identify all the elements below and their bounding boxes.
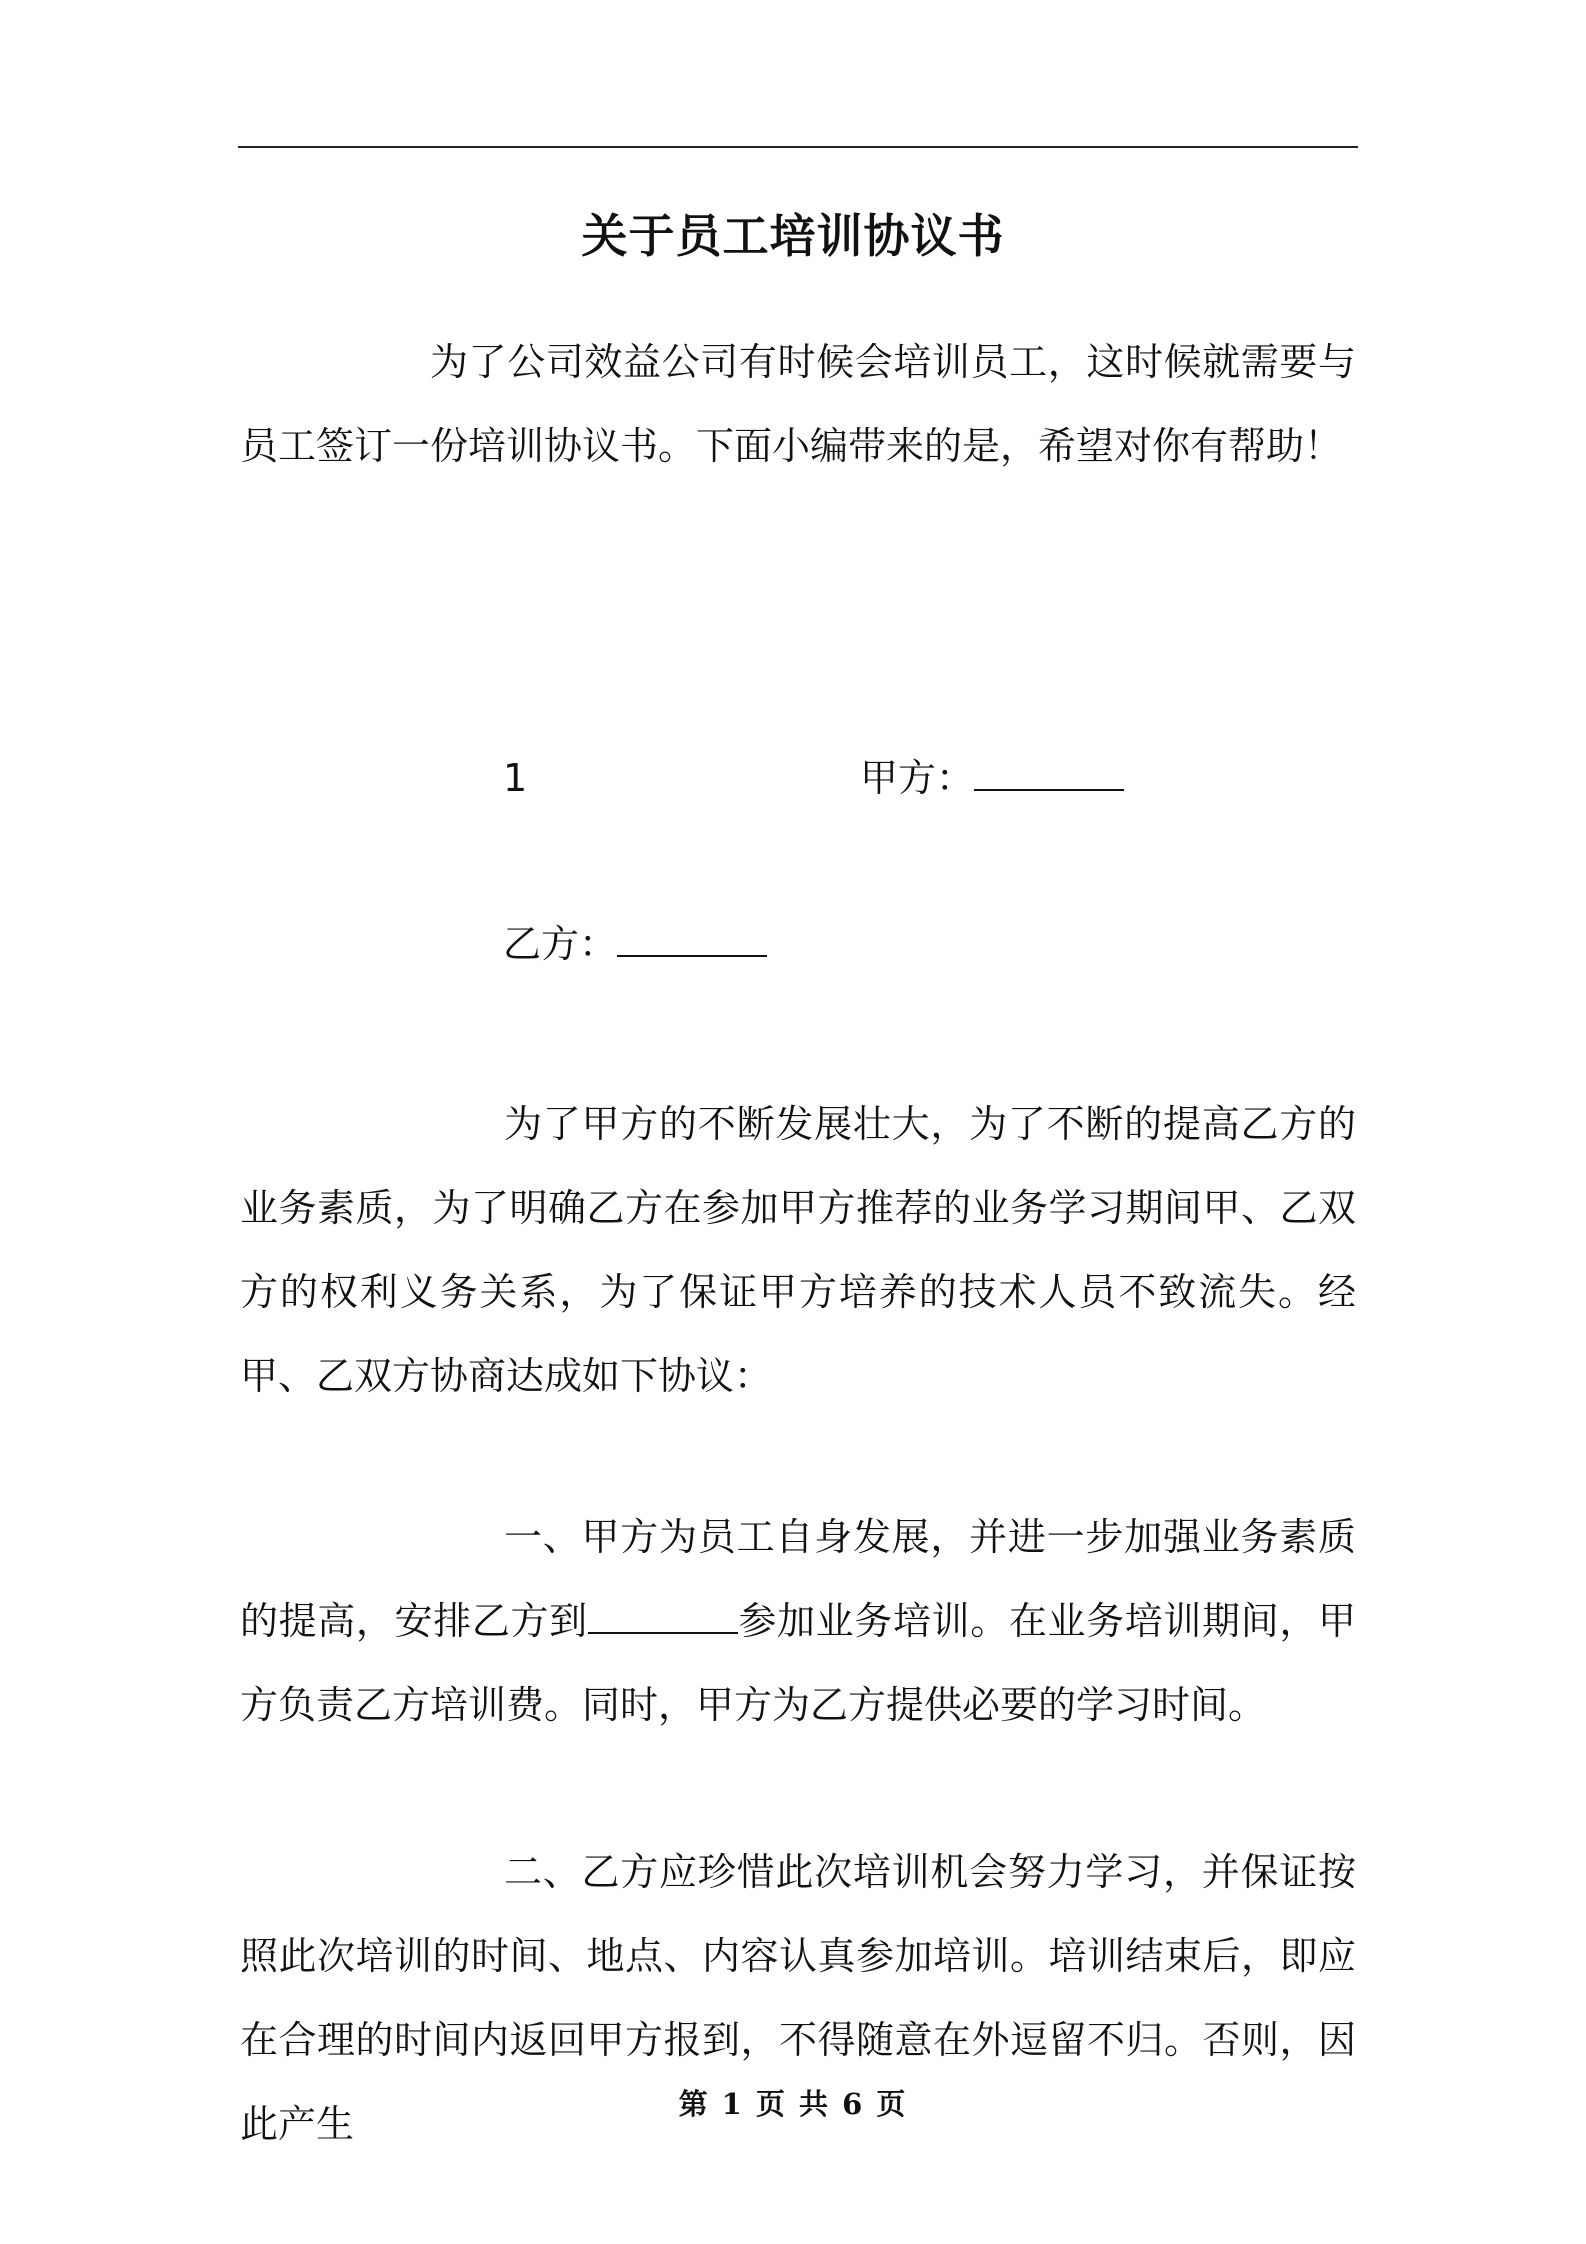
document-title: 关于员工培训协议书 (581, 209, 1005, 263)
page-indicator: 第 1 页 共 6 页 (678, 2087, 908, 2121)
section-number: 1 (503, 756, 528, 800)
party-b-blank (617, 951, 767, 957)
clause-one-text-after: 参加业务培训。在业务培训期间，甲方负责乙方培训费。同时，甲方为乙方提供必要的学习时间。 (240, 1599, 1356, 1727)
party-a-line (860, 736, 1124, 820)
clause-two: 二、乙方应珍惜此次培训机会努力学习，并保证按照此次培训的时间、地点、内容认真参加培训。培训结束后，即应在合理的时间内返回甲方报到，不得随意在外逗留不归。否则，因此产生 (240, 1850, 1356, 2146)
training-location-blank (588, 1628, 738, 1634)
party-b-label: 乙方： (503, 922, 618, 966)
lead-paragraph: 为了甲方的不断发展壮大，为了不断的提高乙方的业务素质，为了明确乙方在参加甲方推荐的业务学习期间甲、乙双方的权利义务关系，为了保证甲方培养的技术人员不致流失。经甲、乙双方协商达成如下协议： (240, 1102, 1356, 1398)
clause-one-text-before: 一、甲方为员工自身发展，并进一步加强业务素质的提高，安排乙方到 (240, 1515, 1356, 1643)
party-a-blank (974, 785, 1124, 791)
header-rule (238, 146, 1358, 148)
party-b-line (503, 902, 767, 986)
intro-paragraph: 为了公司效益公司有时候会培训员工，这时候就需要与员工签订一份培训协议书。下面小编带来的是，希望对你有帮助！ (240, 340, 1356, 468)
party-a-label: 甲方： (860, 756, 975, 800)
clause-one (240, 1495, 1356, 1747)
